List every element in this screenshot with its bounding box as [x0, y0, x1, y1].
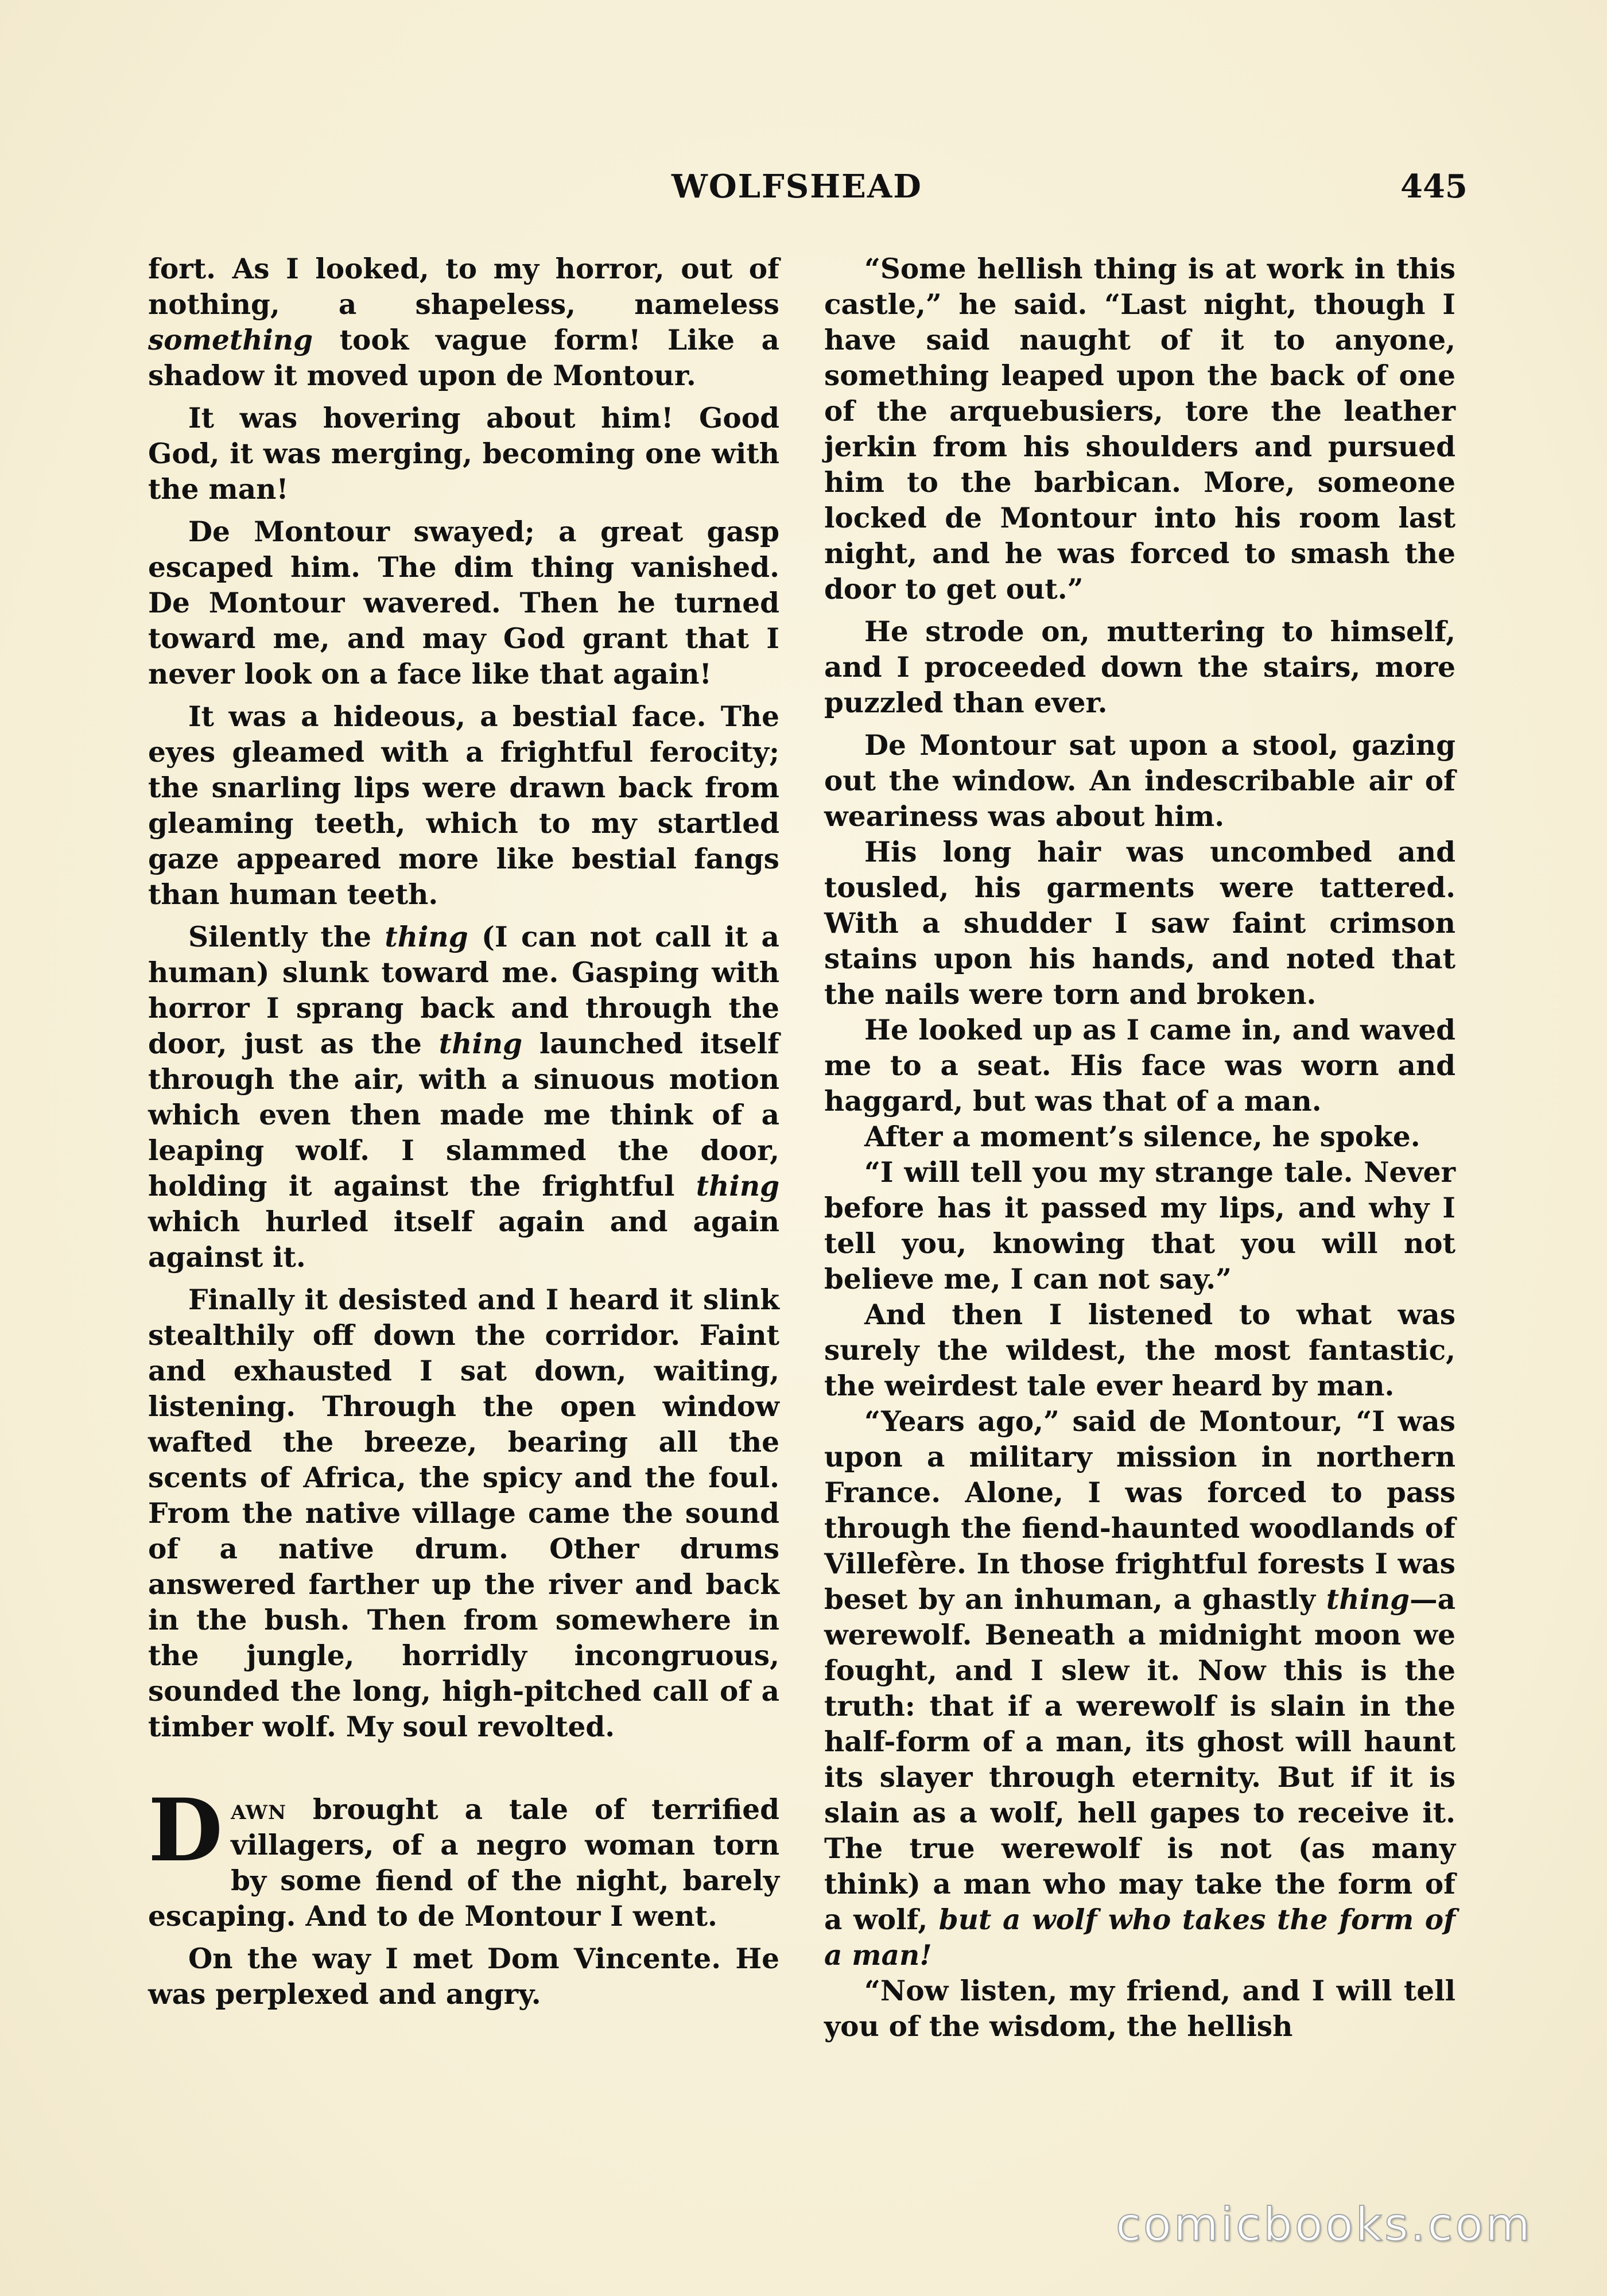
paragraph-dropcap: [148, 1780, 779, 1934]
paragraph: [824, 1404, 1455, 1973]
text-run: (I can not call it a human) slunk toward me. Gasping with horror I sprang back and through the door, just as the: [148, 921, 779, 1060]
text-run: launched itself through the air, with a sinuous motion which even then made me think of a leaping wolf. I slammed the door, holding it against the frightful: [148, 1027, 779, 1203]
paragraph: And then I listened to what was surely the wildest, the most fantastic, the weirdest tale ever heard by man.: [824, 1298, 1455, 1402]
text-run: “Years ago,” said de Montour, “I was upon a military mission in northern France. Alone, I was forced to pass through the fiend-haunted woodlands of Villefère. In those frightful forests I was beset by an inhuman, a ghastly: [824, 1405, 1455, 1616]
paragraph: De Montour sat upon a stool, gazing out the window. An indescribable air of weariness was about him.: [824, 729, 1455, 833]
italic-text: thing: [438, 1027, 523, 1060]
paragraph: After a moment’s silence, he spoke.: [864, 1120, 1420, 1153]
italic-text: thing: [385, 921, 468, 953]
italic-text: thing: [1326, 1583, 1410, 1616]
small-caps-text: awn: [231, 1793, 287, 1826]
paragraph: “Some hellish thing is at work in this castle,” he said. “Last night, though I have said naught of it to anyone, something leaped upon the back of one of the arquebusiers, tore the leather jerkin from his shoulders and pursued him to the barbican. More, someone locked de Montour into his room last night, and he was forced to smash the door to get out.”: [824, 253, 1455, 606]
page-number: 445: [1400, 168, 1468, 205]
paragraph: He looked up as I came in, and waved me to a seat. His face was worn and haggard, but was that of a man.: [824, 1014, 1455, 1118]
paragraph: [148, 920, 779, 1275]
drop-cap: D: [148, 1780, 223, 1881]
paragraph: It was hovering about him! Good God, it was merging, becoming one with the man!: [148, 402, 779, 506]
text-run: which hurled itself again and again against it.: [148, 1205, 779, 1274]
paragraph: He strode on, muttering to himself, and I proceeded down the stairs, more puzzled than ever.: [824, 615, 1455, 719]
paragraph: De Montour swayed; a great gasp escaped him. The dim thing vanished. De Montour wavered. Then he turned toward me, and may God grant that I never look on a face like that again!: [148, 515, 779, 691]
italic-text: something: [148, 324, 313, 356]
paragraph: It was a hideous, a bestial face. The eyes gleamed with a frightful ferocity; the snarling lips were drawn back from gleaming teeth, which to my startled gaze appeared more like bestial fangs than human teeth.: [148, 700, 779, 911]
paragraph: [148, 251, 779, 394]
italic-text: but a wolf who takes the form of a man!: [824, 1903, 1455, 1972]
text-run: Silently the: [188, 921, 385, 953]
paragraph: His long hair was uncombed and tousled, his garments were tattered. With a shudder I saw faint crimson stains upon his hands, and noted that the nails were torn and broken.: [824, 836, 1455, 1011]
paragraph: “I will tell you my strange tale. Never before has it passed my lips, and why I tell you, knowing that you will not believe me, I can not say.”: [824, 1156, 1455, 1296]
paragraph: Finally it desisted and I heard it slink stealthily off down the corridor. Faint and exhausted I sat down, waiting, listening. Through the open window wafted the breeze, bearing all the scents of Africa, the spicy and the foul. From the native village came the sound of a native drum. Other drums answered farther up the river and back in the bush. Then from somewhere in the jungle, horridly incongruous, sounded the long, high-pitched call of a timber wolf. My soul revolted.: [148, 1283, 779, 1743]
paragraph: On the way I met Dom Vincente. He was perplexed and angry.: [148, 1942, 779, 2011]
paragraph: “Now listen, my friend, and I will tell you of the wisdom, the hellish: [824, 1975, 1455, 2043]
left-column: [148, 251, 779, 2019]
italic-text: thing: [696, 1170, 779, 1203]
right-column: [824, 251, 1455, 2045]
running-head-title: WOLFSHEAD: [671, 168, 922, 205]
text-run: fort. As I looked, to my horror, out of nothing, a shapeless, nameless: [148, 253, 779, 321]
text-run: —a werewolf. Beneath a midnight moon we fought, and I slew it. Now this is the truth: that if a werewolf is slain in the half-form of a man, its ghost will haunt its slayer through eternity. But if it is slain as a wolf, hell gapes to receive it. The true werewolf is not (as many think) a man who may take the form of a wolf,: [824, 1583, 1455, 1936]
text-run: took vague form! Like a shadow it moved upon de Montour.: [148, 324, 779, 392]
watermark-logo: comicbooks.com: [1115, 2198, 1532, 2251]
text-run: brought a tale of terrified villagers, of a negro woman torn by some fiend of the night, barely escaping. And to de Montour I went.: [148, 1793, 779, 1933]
section-break: [148, 1752, 779, 1792]
